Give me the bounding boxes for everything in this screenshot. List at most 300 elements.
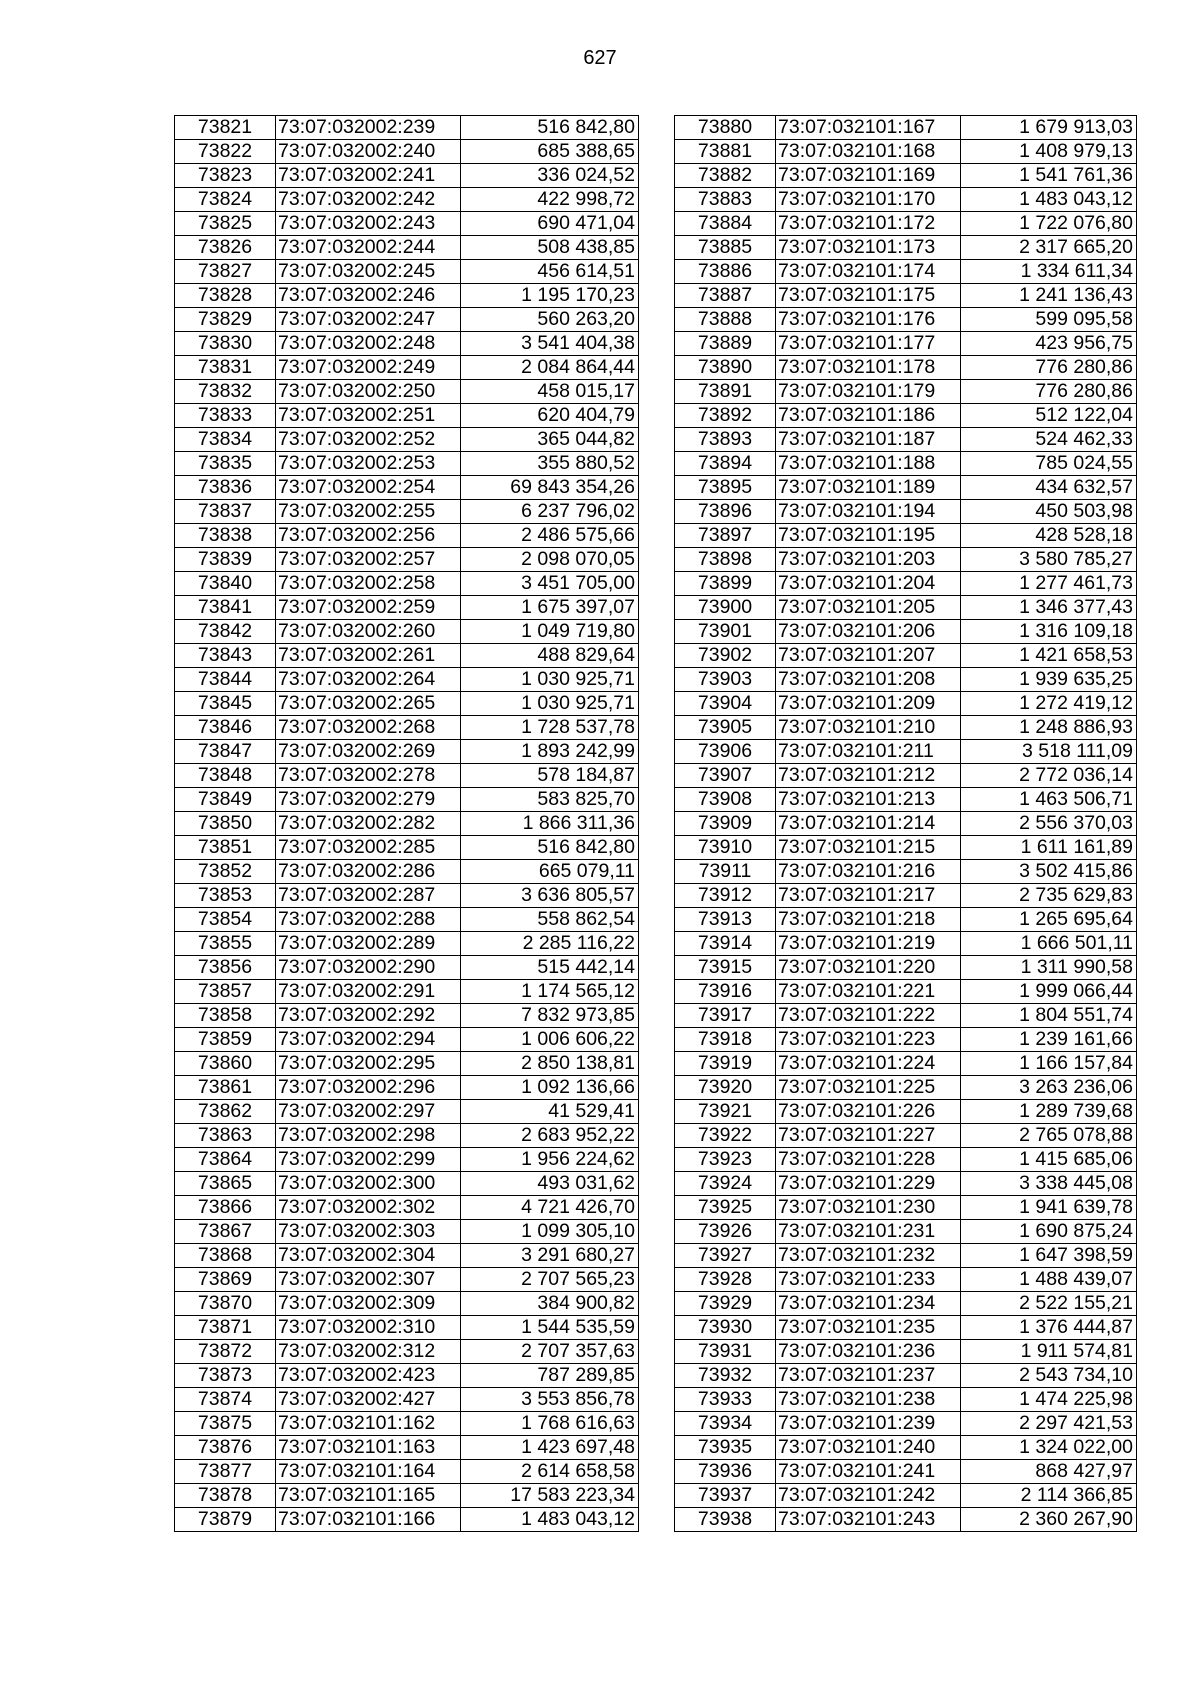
row-number-cell: 73907 bbox=[675, 764, 776, 788]
row-number-cell: 73863 bbox=[175, 1124, 276, 1148]
table-row bbox=[175, 212, 639, 236]
row-number-cell: 73930 bbox=[675, 1316, 776, 1340]
cadastral-number-cell: 73:07:032002:282 bbox=[276, 812, 461, 836]
row-number-cell: 73848 bbox=[175, 764, 276, 788]
table-row bbox=[175, 188, 639, 212]
cadastral-number-cell: 73:07:032101:239 bbox=[776, 1412, 961, 1436]
table-row bbox=[175, 1436, 639, 1460]
table-row bbox=[675, 308, 1137, 332]
table-row bbox=[175, 476, 639, 500]
cadastral-number-cell: 73:07:032002:264 bbox=[276, 668, 461, 692]
cadastral-value-cell: 516 842,80 bbox=[461, 836, 639, 860]
cadastral-value-cell: 524 462,33 bbox=[961, 428, 1137, 452]
cadastral-number-cell: 73:07:032101:169 bbox=[776, 164, 961, 188]
cadastral-number-cell: 73:07:032101:206 bbox=[776, 620, 961, 644]
cadastral-value-cell: 3 553 856,78 bbox=[461, 1388, 639, 1412]
cadastral-value-cell: 1 289 739,68 bbox=[961, 1100, 1137, 1124]
row-number-cell: 73931 bbox=[675, 1340, 776, 1364]
table-row bbox=[675, 620, 1137, 644]
table-row bbox=[175, 332, 639, 356]
cadastral-value-cell: 1 376 444,87 bbox=[961, 1316, 1137, 1340]
cadastral-number-cell: 73:07:032002:261 bbox=[276, 644, 461, 668]
row-number-cell: 73842 bbox=[175, 620, 276, 644]
table-row bbox=[675, 860, 1137, 884]
cadastral-value-cell: 1 690 875,24 bbox=[961, 1220, 1137, 1244]
row-number-cell: 73858 bbox=[175, 1004, 276, 1028]
cadastral-value-cell: 17 583 223,34 bbox=[461, 1484, 639, 1508]
row-number-cell: 73924 bbox=[675, 1172, 776, 1196]
row-number-cell: 73839 bbox=[175, 548, 276, 572]
row-number-cell: 73925 bbox=[675, 1196, 776, 1220]
cadastral-value-cell: 1 195 170,23 bbox=[461, 284, 639, 308]
table-row bbox=[175, 1268, 639, 1292]
cadastral-value-cell: 1 346 377,43 bbox=[961, 596, 1137, 620]
table-row bbox=[675, 1244, 1137, 1268]
table-row bbox=[175, 884, 639, 908]
row-number-cell: 73829 bbox=[175, 308, 276, 332]
cadastral-number-cell: 73:07:032002:297 bbox=[276, 1100, 461, 1124]
table-row bbox=[175, 788, 639, 812]
table-row bbox=[675, 956, 1137, 980]
row-number-cell: 73887 bbox=[675, 284, 776, 308]
row-number-cell: 73886 bbox=[675, 260, 776, 284]
table-row bbox=[675, 1052, 1137, 1076]
table-row bbox=[175, 380, 639, 404]
table-row bbox=[175, 452, 639, 476]
row-number-cell: 73879 bbox=[175, 1508, 276, 1532]
table-row bbox=[675, 476, 1137, 500]
table-row bbox=[175, 1028, 639, 1052]
row-number-cell: 73937 bbox=[675, 1484, 776, 1508]
table-row bbox=[175, 956, 639, 980]
cadastral-number-cell: 73:07:032002:299 bbox=[276, 1148, 461, 1172]
row-number-cell: 73849 bbox=[175, 788, 276, 812]
table-row bbox=[675, 788, 1137, 812]
cadastral-value-cell: 3 263 236,06 bbox=[961, 1076, 1137, 1100]
cadastral-number-cell: 73:07:032101:186 bbox=[776, 404, 961, 428]
row-number-cell: 73846 bbox=[175, 716, 276, 740]
cadastral-value-cell: 690 471,04 bbox=[461, 212, 639, 236]
cadastral-number-cell: 73:07:032101:232 bbox=[776, 1244, 961, 1268]
cadastral-value-cell: 2 522 155,21 bbox=[961, 1292, 1137, 1316]
table-row bbox=[175, 140, 639, 164]
cadastral-number-cell: 73:07:032101:166 bbox=[276, 1508, 461, 1532]
table-row bbox=[175, 548, 639, 572]
table-row bbox=[675, 1364, 1137, 1388]
cadastral-number-cell: 73:07:032101:218 bbox=[776, 908, 961, 932]
cadastral-value-cell: 69 843 354,26 bbox=[461, 476, 639, 500]
row-number-cell: 73857 bbox=[175, 980, 276, 1004]
row-number-cell: 73915 bbox=[675, 956, 776, 980]
row-number-cell: 73851 bbox=[175, 836, 276, 860]
cadastral-number-cell: 73:07:032101:229 bbox=[776, 1172, 961, 1196]
row-number-cell: 73911 bbox=[675, 860, 776, 884]
cadastral-value-cell: 2 735 629,83 bbox=[961, 884, 1137, 908]
table-row bbox=[175, 836, 639, 860]
cadastral-number-cell: 73:07:032101:174 bbox=[776, 260, 961, 284]
row-number-cell: 73922 bbox=[675, 1124, 776, 1148]
row-number-cell: 73908 bbox=[675, 788, 776, 812]
cadastral-number-cell: 73:07:032002:247 bbox=[276, 308, 461, 332]
table-row bbox=[675, 1436, 1137, 1460]
row-number-cell: 73935 bbox=[675, 1436, 776, 1460]
cadastral-number-cell: 73:07:032002:423 bbox=[276, 1364, 461, 1388]
row-number-cell: 73932 bbox=[675, 1364, 776, 1388]
row-number-cell: 73854 bbox=[175, 908, 276, 932]
cadastral-number-cell: 73:07:032002:310 bbox=[276, 1316, 461, 1340]
row-number-cell: 73884 bbox=[675, 212, 776, 236]
row-number-cell: 73865 bbox=[175, 1172, 276, 1196]
table-row bbox=[175, 692, 639, 716]
cadastral-value-cell: 3 636 805,57 bbox=[461, 884, 639, 908]
cadastral-number-cell: 73:07:032002:298 bbox=[276, 1124, 461, 1148]
table-row bbox=[675, 596, 1137, 620]
cadastral-number-cell: 73:07:032101:163 bbox=[276, 1436, 461, 1460]
row-number-cell: 73873 bbox=[175, 1364, 276, 1388]
cadastral-number-cell: 73:07:032101:243 bbox=[776, 1508, 961, 1532]
cadastral-number-cell: 73:07:032101:242 bbox=[776, 1484, 961, 1508]
table-row bbox=[675, 380, 1137, 404]
cadastral-value-cell: 785 024,55 bbox=[961, 452, 1137, 476]
table-row bbox=[175, 308, 639, 332]
table-row bbox=[175, 1076, 639, 1100]
cadastral-value-cell: 1 483 043,12 bbox=[961, 188, 1137, 212]
cadastral-number-cell: 73:07:032101:203 bbox=[776, 548, 961, 572]
cadastral-value-cell: 458 015,17 bbox=[461, 380, 639, 404]
row-number-cell: 73938 bbox=[675, 1508, 776, 1532]
cadastral-number-cell: 73:07:032101:179 bbox=[776, 380, 961, 404]
table-row bbox=[675, 716, 1137, 740]
row-number-cell: 73898 bbox=[675, 548, 776, 572]
cadastral-value-cell: 512 122,04 bbox=[961, 404, 1137, 428]
cadastral-number-cell: 73:07:032101:230 bbox=[776, 1196, 961, 1220]
table-row bbox=[675, 1076, 1137, 1100]
table-row bbox=[675, 1484, 1137, 1508]
table-row bbox=[675, 212, 1137, 236]
cadastral-number-cell: 73:07:032101:214 bbox=[776, 812, 961, 836]
cadastral-value-cell: 558 862,54 bbox=[461, 908, 639, 932]
cadastral-value-cell: 1 324 022,00 bbox=[961, 1436, 1137, 1460]
row-number-cell: 73892 bbox=[675, 404, 776, 428]
cadastral-number-cell: 73:07:032002:257 bbox=[276, 548, 461, 572]
cadastral-value-cell: 1 488 439,07 bbox=[961, 1268, 1137, 1292]
cadastral-value-cell: 578 184,87 bbox=[461, 764, 639, 788]
row-number-cell: 73836 bbox=[175, 476, 276, 500]
cadastral-value-cell: 1 541 761,36 bbox=[961, 164, 1137, 188]
table-row bbox=[175, 1508, 639, 1532]
row-number-cell: 73847 bbox=[175, 740, 276, 764]
cadastral-number-cell: 73:07:032101:187 bbox=[776, 428, 961, 452]
row-number-cell: 73918 bbox=[675, 1028, 776, 1052]
table-row bbox=[175, 1484, 639, 1508]
cadastral-value-cell: 1 483 043,12 bbox=[461, 1508, 639, 1532]
cadastral-number-cell: 73:07:032002:245 bbox=[276, 260, 461, 284]
row-number-cell: 73902 bbox=[675, 644, 776, 668]
row-number-cell: 73834 bbox=[175, 428, 276, 452]
row-number-cell: 73905 bbox=[675, 716, 776, 740]
cadastral-value-cell: 1 647 398,59 bbox=[961, 1244, 1137, 1268]
cadastral-value-cell: 2 614 658,58 bbox=[461, 1460, 639, 1484]
cadastral-number-cell: 73:07:032002:256 bbox=[276, 524, 461, 548]
cadastral-value-cell: 685 388,65 bbox=[461, 140, 639, 164]
table-row bbox=[675, 140, 1137, 164]
table-row bbox=[175, 284, 639, 308]
row-number-cell: 73864 bbox=[175, 1148, 276, 1172]
row-number-cell: 73914 bbox=[675, 932, 776, 956]
cadastral-number-cell: 73:07:032002:246 bbox=[276, 284, 461, 308]
row-number-cell: 73824 bbox=[175, 188, 276, 212]
cadastral-value-cell: 776 280,86 bbox=[961, 380, 1137, 404]
cadastral-number-cell: 73:07:032101:241 bbox=[776, 1460, 961, 1484]
cadastral-value-cell: 2 098 070,05 bbox=[461, 548, 639, 572]
table-row bbox=[675, 692, 1137, 716]
row-number-cell: 73861 bbox=[175, 1076, 276, 1100]
cadastral-value-cell: 4 721 426,70 bbox=[461, 1196, 639, 1220]
table-row bbox=[675, 908, 1137, 932]
cadastral-value-cell: 493 031,62 bbox=[461, 1172, 639, 1196]
cadastral-value-cell: 1 722 076,80 bbox=[961, 212, 1137, 236]
cadastral-value-cell: 1 174 565,12 bbox=[461, 980, 639, 1004]
row-number-cell: 73835 bbox=[175, 452, 276, 476]
cadastral-value-cell: 665 079,11 bbox=[461, 860, 639, 884]
row-number-cell: 73874 bbox=[175, 1388, 276, 1412]
cadastral-value-cell: 620 404,79 bbox=[461, 404, 639, 428]
cadastral-value-cell: 1 728 537,78 bbox=[461, 716, 639, 740]
table-row bbox=[675, 1292, 1137, 1316]
cadastral-number-cell: 73:07:032002:286 bbox=[276, 860, 461, 884]
row-number-cell: 73841 bbox=[175, 596, 276, 620]
cadastral-number-cell: 73:07:032002:251 bbox=[276, 404, 461, 428]
table-row bbox=[175, 740, 639, 764]
cadastral-number-cell: 73:07:032002:253 bbox=[276, 452, 461, 476]
cadastral-value-cell: 516 842,80 bbox=[461, 116, 639, 140]
cadastral-number-cell: 73:07:032002:252 bbox=[276, 428, 461, 452]
cadastral-number-cell: 73:07:032002:427 bbox=[276, 1388, 461, 1412]
row-number-cell: 73897 bbox=[675, 524, 776, 548]
table-row bbox=[175, 1340, 639, 1364]
cadastral-number-cell: 73:07:032101:205 bbox=[776, 596, 961, 620]
cadastral-number-cell: 73:07:032002:289 bbox=[276, 932, 461, 956]
row-number-cell: 73821 bbox=[175, 116, 276, 140]
cadastral-value-cell: 583 825,70 bbox=[461, 788, 639, 812]
row-number-cell: 73895 bbox=[675, 476, 776, 500]
cadastral-number-cell: 73:07:032101:172 bbox=[776, 212, 961, 236]
row-number-cell: 73904 bbox=[675, 692, 776, 716]
row-number-cell: 73831 bbox=[175, 356, 276, 380]
table-row bbox=[175, 764, 639, 788]
table-row bbox=[675, 116, 1137, 140]
cadastral-value-cell: 2 297 421,53 bbox=[961, 1412, 1137, 1436]
row-number-cell: 73893 bbox=[675, 428, 776, 452]
cadastral-value-cell: 1 311 990,58 bbox=[961, 956, 1137, 980]
table-row bbox=[175, 164, 639, 188]
row-number-cell: 73877 bbox=[175, 1460, 276, 1484]
cadastral-number-cell: 73:07:032002:269 bbox=[276, 740, 461, 764]
cadastral-value-cell: 1 679 913,03 bbox=[961, 116, 1137, 140]
cadastral-value-cell: 2 850 138,81 bbox=[461, 1052, 639, 1076]
cadastral-number-cell: 73:07:032002:258 bbox=[276, 572, 461, 596]
table-row bbox=[175, 1100, 639, 1124]
table-row bbox=[175, 1364, 639, 1388]
cadastral-number-cell: 73:07:032101:235 bbox=[776, 1316, 961, 1340]
row-number-cell: 73890 bbox=[675, 356, 776, 380]
row-number-cell: 73856 bbox=[175, 956, 276, 980]
row-number-cell: 73900 bbox=[675, 596, 776, 620]
cadastral-value-cell: 1 999 066,44 bbox=[961, 980, 1137, 1004]
row-number-cell: 73901 bbox=[675, 620, 776, 644]
table-row bbox=[175, 1196, 639, 1220]
cadastral-value-cell: 3 451 705,00 bbox=[461, 572, 639, 596]
row-number-cell: 73926 bbox=[675, 1220, 776, 1244]
cadastral-value-cell: 3 291 680,27 bbox=[461, 1244, 639, 1268]
cadastral-value-cell: 1 611 161,89 bbox=[961, 836, 1137, 860]
table-body bbox=[675, 116, 1137, 1532]
cadastral-value-cell: 1 666 501,11 bbox=[961, 932, 1137, 956]
row-number-cell: 73875 bbox=[175, 1412, 276, 1436]
table-row bbox=[175, 1244, 639, 1268]
cadastral-value-cell: 2 543 734,10 bbox=[961, 1364, 1137, 1388]
cadastral-number-cell: 73:07:032002:250 bbox=[276, 380, 461, 404]
cadastral-number-cell: 73:07:032101:228 bbox=[776, 1148, 961, 1172]
cadastral-value-cell: 3 541 404,38 bbox=[461, 332, 639, 356]
row-number-cell: 73867 bbox=[175, 1220, 276, 1244]
cadastral-number-cell: 73:07:032101:210 bbox=[776, 716, 961, 740]
row-number-cell: 73850 bbox=[175, 812, 276, 836]
table-row bbox=[675, 1460, 1137, 1484]
row-number-cell: 73869 bbox=[175, 1268, 276, 1292]
cadastral-value-cell: 3 518 111,09 bbox=[961, 740, 1137, 764]
row-number-cell: 73919 bbox=[675, 1052, 776, 1076]
cadastral-number-cell: 73:07:032002:279 bbox=[276, 788, 461, 812]
cadastral-number-cell: 73:07:032002:254 bbox=[276, 476, 461, 500]
table-row bbox=[675, 1196, 1137, 1220]
cadastral-number-cell: 73:07:032101:178 bbox=[776, 356, 961, 380]
cadastral-number-cell: 73:07:032002:244 bbox=[276, 236, 461, 260]
cadastral-number-cell: 73:07:032002:312 bbox=[276, 1340, 461, 1364]
cadastral-number-cell: 73:07:032002:294 bbox=[276, 1028, 461, 1052]
cadastral-number-cell: 73:07:032002:248 bbox=[276, 332, 461, 356]
table-row bbox=[675, 1508, 1137, 1532]
cadastral-value-cell: 1 474 225,98 bbox=[961, 1388, 1137, 1412]
table-row bbox=[175, 524, 639, 548]
cadastral-value-cell: 422 998,72 bbox=[461, 188, 639, 212]
cadastral-number-cell: 73:07:032101:189 bbox=[776, 476, 961, 500]
table-row bbox=[175, 1460, 639, 1484]
table-row bbox=[175, 236, 639, 260]
cadastral-value-cell: 1 030 925,71 bbox=[461, 668, 639, 692]
cadastral-number-cell: 73:07:032002:260 bbox=[276, 620, 461, 644]
row-number-cell: 73833 bbox=[175, 404, 276, 428]
row-number-cell: 73936 bbox=[675, 1460, 776, 1484]
row-number-cell: 73860 bbox=[175, 1052, 276, 1076]
row-number-cell: 73862 bbox=[175, 1100, 276, 1124]
cadastral-number-cell: 73:07:032002:241 bbox=[276, 164, 461, 188]
cadastral-value-table-left bbox=[174, 115, 639, 1532]
cadastral-value-cell: 6 237 796,02 bbox=[461, 500, 639, 524]
row-number-cell: 73825 bbox=[175, 212, 276, 236]
cadastral-number-cell: 73:07:032101:217 bbox=[776, 884, 961, 908]
table-row bbox=[175, 716, 639, 740]
cadastral-number-cell: 73:07:032101:194 bbox=[776, 500, 961, 524]
table-row bbox=[175, 1004, 639, 1028]
cadastral-value-cell: 1 866 311,36 bbox=[461, 812, 639, 836]
cadastral-number-cell: 73:07:032002:309 bbox=[276, 1292, 461, 1316]
table-row bbox=[175, 1412, 639, 1436]
table-row bbox=[675, 1172, 1137, 1196]
table-row bbox=[675, 1388, 1137, 1412]
cadastral-value-cell: 1 092 136,66 bbox=[461, 1076, 639, 1100]
table-row bbox=[175, 1172, 639, 1196]
cadastral-value-cell: 2 707 565,23 bbox=[461, 1268, 639, 1292]
cadastral-number-cell: 73:07:032002:265 bbox=[276, 692, 461, 716]
cadastral-number-cell: 73:07:032101:164 bbox=[276, 1460, 461, 1484]
cadastral-value-cell: 2 556 370,03 bbox=[961, 812, 1137, 836]
cadastral-number-cell: 73:07:032101:238 bbox=[776, 1388, 961, 1412]
table-row bbox=[675, 1340, 1137, 1364]
table-row bbox=[675, 980, 1137, 1004]
cadastral-value-cell: 1 265 695,64 bbox=[961, 908, 1137, 932]
cadastral-value-cell: 2 683 952,22 bbox=[461, 1124, 639, 1148]
table-row bbox=[175, 932, 639, 956]
row-number-cell: 73845 bbox=[175, 692, 276, 716]
row-number-cell: 73883 bbox=[675, 188, 776, 212]
row-number-cell: 73894 bbox=[675, 452, 776, 476]
cadastral-value-cell: 450 503,98 bbox=[961, 500, 1137, 524]
cadastral-number-cell: 73:07:032101:221 bbox=[776, 980, 961, 1004]
row-number-cell: 73896 bbox=[675, 500, 776, 524]
cadastral-number-cell: 73:07:032002:296 bbox=[276, 1076, 461, 1100]
cadastral-number-cell: 73:07:032101:207 bbox=[776, 644, 961, 668]
cadastral-value-cell: 423 956,75 bbox=[961, 332, 1137, 356]
cadastral-number-cell: 73:07:032101:209 bbox=[776, 692, 961, 716]
row-number-cell: 73913 bbox=[675, 908, 776, 932]
cadastral-value-cell: 1 675 397,07 bbox=[461, 596, 639, 620]
cadastral-number-cell: 73:07:032101:211 bbox=[776, 740, 961, 764]
cadastral-number-cell: 73:07:032101:167 bbox=[776, 116, 961, 140]
row-number-cell: 73929 bbox=[675, 1292, 776, 1316]
cadastral-number-cell: 73:07:032101:216 bbox=[776, 860, 961, 884]
table-row bbox=[675, 428, 1137, 452]
table-row bbox=[175, 980, 639, 1004]
table-row bbox=[175, 908, 639, 932]
cadastral-number-cell: 73:07:032101:212 bbox=[776, 764, 961, 788]
cadastral-value-cell: 515 442,14 bbox=[461, 956, 639, 980]
row-number-cell: 73933 bbox=[675, 1388, 776, 1412]
cadastral-number-cell: 73:07:032101:165 bbox=[276, 1484, 461, 1508]
cadastral-value-cell: 1 334 611,34 bbox=[961, 260, 1137, 284]
table-body bbox=[175, 116, 639, 1532]
cadastral-number-cell: 73:07:032002:259 bbox=[276, 596, 461, 620]
cadastral-number-cell: 73:07:032002:290 bbox=[276, 956, 461, 980]
cadastral-number-cell: 73:07:032101:224 bbox=[776, 1052, 961, 1076]
cadastral-value-cell: 1 316 109,18 bbox=[961, 620, 1137, 644]
row-number-cell: 73868 bbox=[175, 1244, 276, 1268]
table-row bbox=[175, 1220, 639, 1244]
cadastral-value-cell: 1 463 506,71 bbox=[961, 788, 1137, 812]
row-number-cell: 73827 bbox=[175, 260, 276, 284]
cadastral-value-cell: 1 941 639,78 bbox=[961, 1196, 1137, 1220]
cadastral-value-cell: 2 317 665,20 bbox=[961, 236, 1137, 260]
row-number-cell: 73866 bbox=[175, 1196, 276, 1220]
table-row bbox=[675, 1316, 1137, 1340]
table-row bbox=[675, 284, 1137, 308]
table-row bbox=[675, 764, 1137, 788]
table-row bbox=[175, 644, 639, 668]
table-row bbox=[175, 404, 639, 428]
table-row bbox=[175, 116, 639, 140]
table-row bbox=[675, 404, 1137, 428]
table-row bbox=[175, 356, 639, 380]
